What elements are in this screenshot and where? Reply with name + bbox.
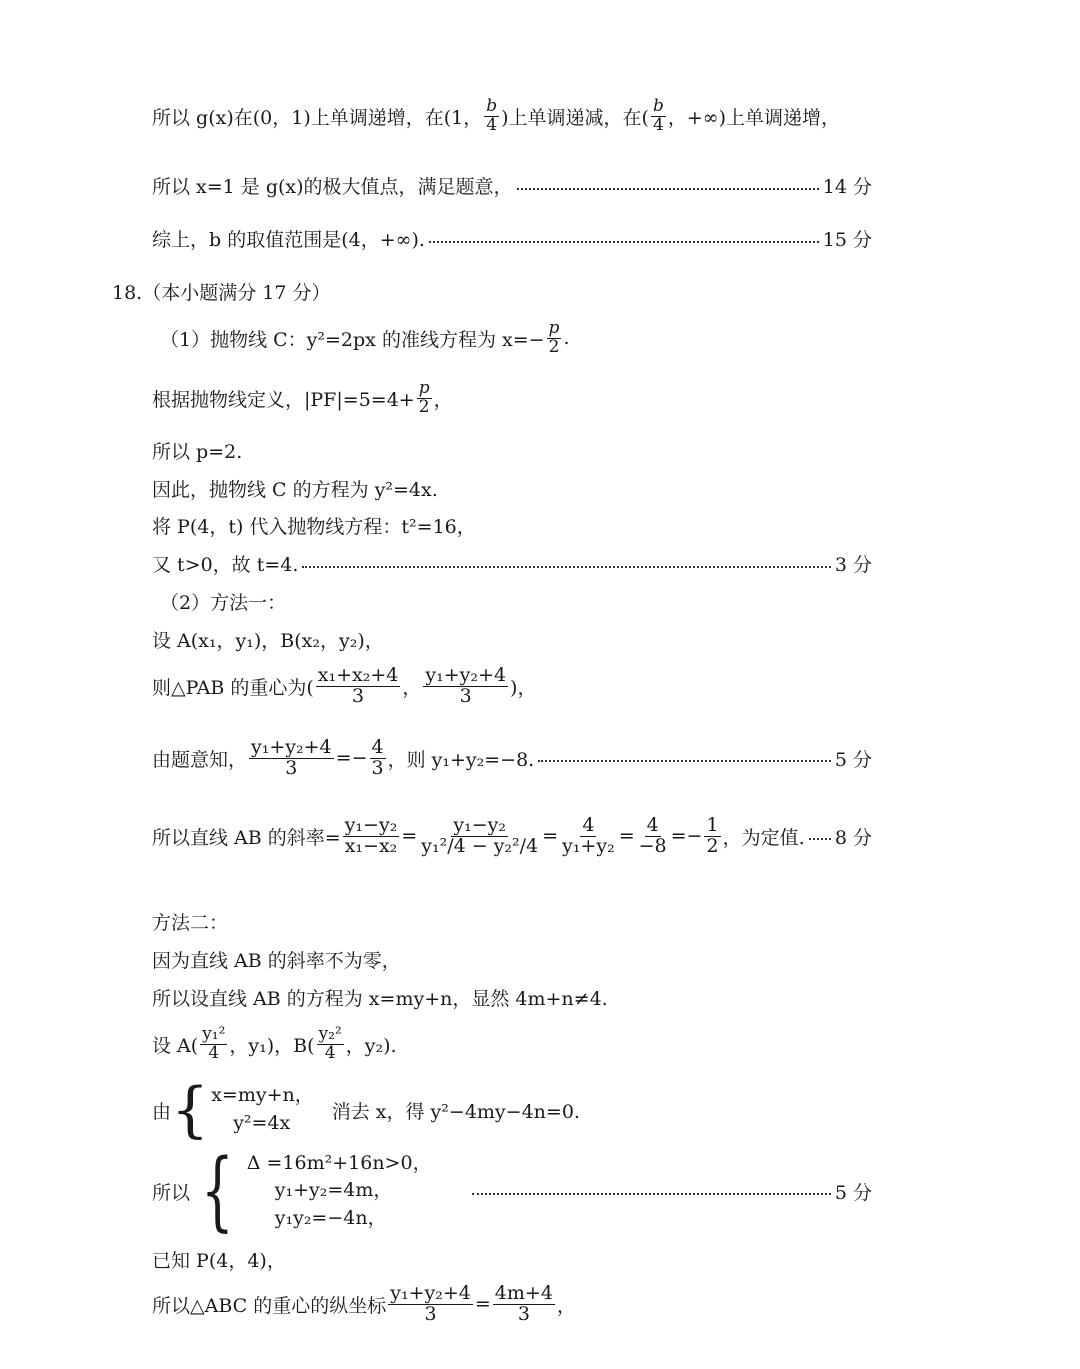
text-line: 因为直线 AB 的斜率不为零， xyxy=(152,950,401,972)
text-line-condition: 由题意知， $\frac{\text{y₁+y₂+4}}{3}$ =− $\frac{4}{3}$ ，则 y₁+y₂=−8. 5 分 xyxy=(152,736,872,779)
text-line: 因此，抛物线 C 的方程为 y²=4x. xyxy=(152,479,438,501)
fraction-4m-plus-4: $\frac{4m+4}{3}$ xyxy=(494,1282,553,1325)
text-line-centroid-y: 所以△ABC 的重心的纵坐标 $\frac{\text{y₁+y₂+4}}{3}$ = $\frac{4m+4}{3}$ ， xyxy=(152,1282,576,1325)
fraction-slope-2: $\frac{\text{y₁−y₂}}{\text{y₁²/4 − y₂²/4}}$ xyxy=(421,814,539,857)
fraction-x-sum: $\frac{\text{x₁+x₂+4}}{3}$ xyxy=(317,664,399,707)
text-segment: 根据抛物线定义，|PF|=5=4+ xyxy=(152,388,415,411)
dotted-leader xyxy=(429,241,819,243)
dotted-leader xyxy=(302,566,830,568)
fraction-y-sum: $\frac{\text{y₁+y₂+4}}{3}$ xyxy=(390,1282,471,1325)
score-label: 5 分 xyxy=(834,748,872,771)
text-line-directrix: （1）抛物线 C：y²=2px 的准线方程为 x=− $\frac{p}{2}$ . xyxy=(160,318,570,357)
dotted-leader xyxy=(809,838,831,840)
fraction-b-over-4: $\frac{b}{4}$ xyxy=(652,96,664,135)
fraction-slope-4: $\frac{4}{-8}$ xyxy=(638,814,667,857)
fraction-y-sum: $\frac{\text{y₁+y₂+4}}{3}$ xyxy=(251,736,332,779)
score-label: 5 分 xyxy=(834,1181,872,1204)
equation-system: { x=my+n， y²=4x xyxy=(171,1075,314,1145)
fraction-4-over-3: $\frac{4}{3}$ xyxy=(371,736,384,779)
text-segment: （1）抛物线 C：y²=2px 的准线方程为 x=− xyxy=(160,328,545,351)
text-line-range xyxy=(152,225,872,252)
text-line: 已知 P(4，4)， xyxy=(152,1250,286,1272)
text-line-monotonic xyxy=(152,98,840,135)
fraction-slope-1: $\frac{\text{y₁−y₂}}{\text{x₁−x₂}}$ xyxy=(344,814,398,857)
equation-system: { Δ =16m²+16n>0， y₁+y₂=4m， y₁y₂=−4n， xyxy=(200,1141,432,1241)
dotted-leader xyxy=(517,188,819,190)
text-line: 设 A(x₁，y₁)，B(x₂，y₂)， xyxy=(152,630,384,652)
fraction-p-over-2: $\frac{p}{2}$ xyxy=(548,318,560,357)
brace-icon: { xyxy=(171,1075,210,1145)
brace-icon: { xyxy=(200,1141,234,1241)
score-label: 15 分 xyxy=(822,229,872,251)
text-line-definition: 根据抛物线定义，|PF|=5=4+ $\frac{p}{2}$ ， xyxy=(152,378,453,417)
text-segment: 所以 x=1 是 g(x)的极大值点，满足题意， xyxy=(152,176,513,198)
score-label: 8 分 xyxy=(834,826,872,849)
text-segment: 综上，b 的取值范围是(4，+∞). xyxy=(152,229,425,251)
fraction-slope-3: $\frac{4}{\text{y₁+y₂}}$ xyxy=(562,814,615,857)
text-line: 所以 p=2. xyxy=(152,441,243,463)
fraction-half: $\frac{1}{2}$ xyxy=(706,814,719,857)
text-line: （2）方法一： xyxy=(160,592,287,614)
fraction-p-over-2: $\frac{p}{2}$ xyxy=(418,378,430,417)
text-line-centroid: 则△PAB 的重心为( $\frac{\text{x₁+x₂+4}}{3}$ ， $\frac{\text{y₁+y₂+4}}{3}$ )， xyxy=(152,664,537,707)
text-line-system: 由 { x=my+n， y²=4x 消去 x，得 y²−4my−4n=0. xyxy=(152,1075,580,1145)
text-segment: ，+∞)上单调递增， xyxy=(667,106,841,129)
text-segment: 所以 g(x)在(0，1)上单调递增，在(1， xyxy=(152,106,483,129)
text-line-t-value: 又 t>0，故 t=4. 3 分 xyxy=(152,550,872,577)
fraction-y2sq-over-4: $\frac{\text{y₂²}}{4}$ xyxy=(318,1024,342,1063)
text-line-slope: 所以直线 AB 的斜率= $\frac{\text{y₁−y₂}}{\text{x₁−x₂}}$ = $\frac{\text{y₁−y₂}}{\text{y₁²/4 − y₂²/4}}$ = $\frac{4}{\text{y₁+y₂}}$ = $\frac{4}{-8}$ =− $\frac{1}{2}$ ，为定值. 8 分 xyxy=(152,814,872,857)
fraction-y-sum: $\frac{\text{y₁+y₂+4}}{3}$ xyxy=(425,664,507,707)
text-line: 方法二： xyxy=(152,912,229,934)
text-line-points: 设 A( $\frac{\text{y₁²}}{4}$ ，y₁)，B( $\frac{\text{y₂²}}{4}$ ，y₂). xyxy=(152,1024,397,1063)
fraction-y1sq-over-4: $\frac{\text{y₁²}}{4}$ xyxy=(202,1024,226,1063)
score-label: 3 分 xyxy=(834,554,872,576)
dotted-leader xyxy=(538,760,831,762)
score-label: 14 分 xyxy=(822,176,872,198)
fraction-b-over-4: $\frac{b}{4}$ xyxy=(486,96,498,135)
question-heading: 18.（本小题满分 17 分） xyxy=(112,282,331,304)
text-line: 所以设直线 AB 的方程为 x=my+n，显然 4m+n≠4. xyxy=(152,988,608,1010)
text-line-max-point xyxy=(152,172,872,199)
text-line: 将 P(4，t) 代入抛物线方程：t²=16， xyxy=(152,516,476,538)
dotted-leader xyxy=(472,1193,831,1195)
text-segment: )上单调递减，在( xyxy=(501,106,649,129)
text-line-vieta: 所以 { Δ =16m²+16n>0， y₁+y₂=4m， y₁y₂=−4n， 5 分 xyxy=(152,1141,872,1241)
